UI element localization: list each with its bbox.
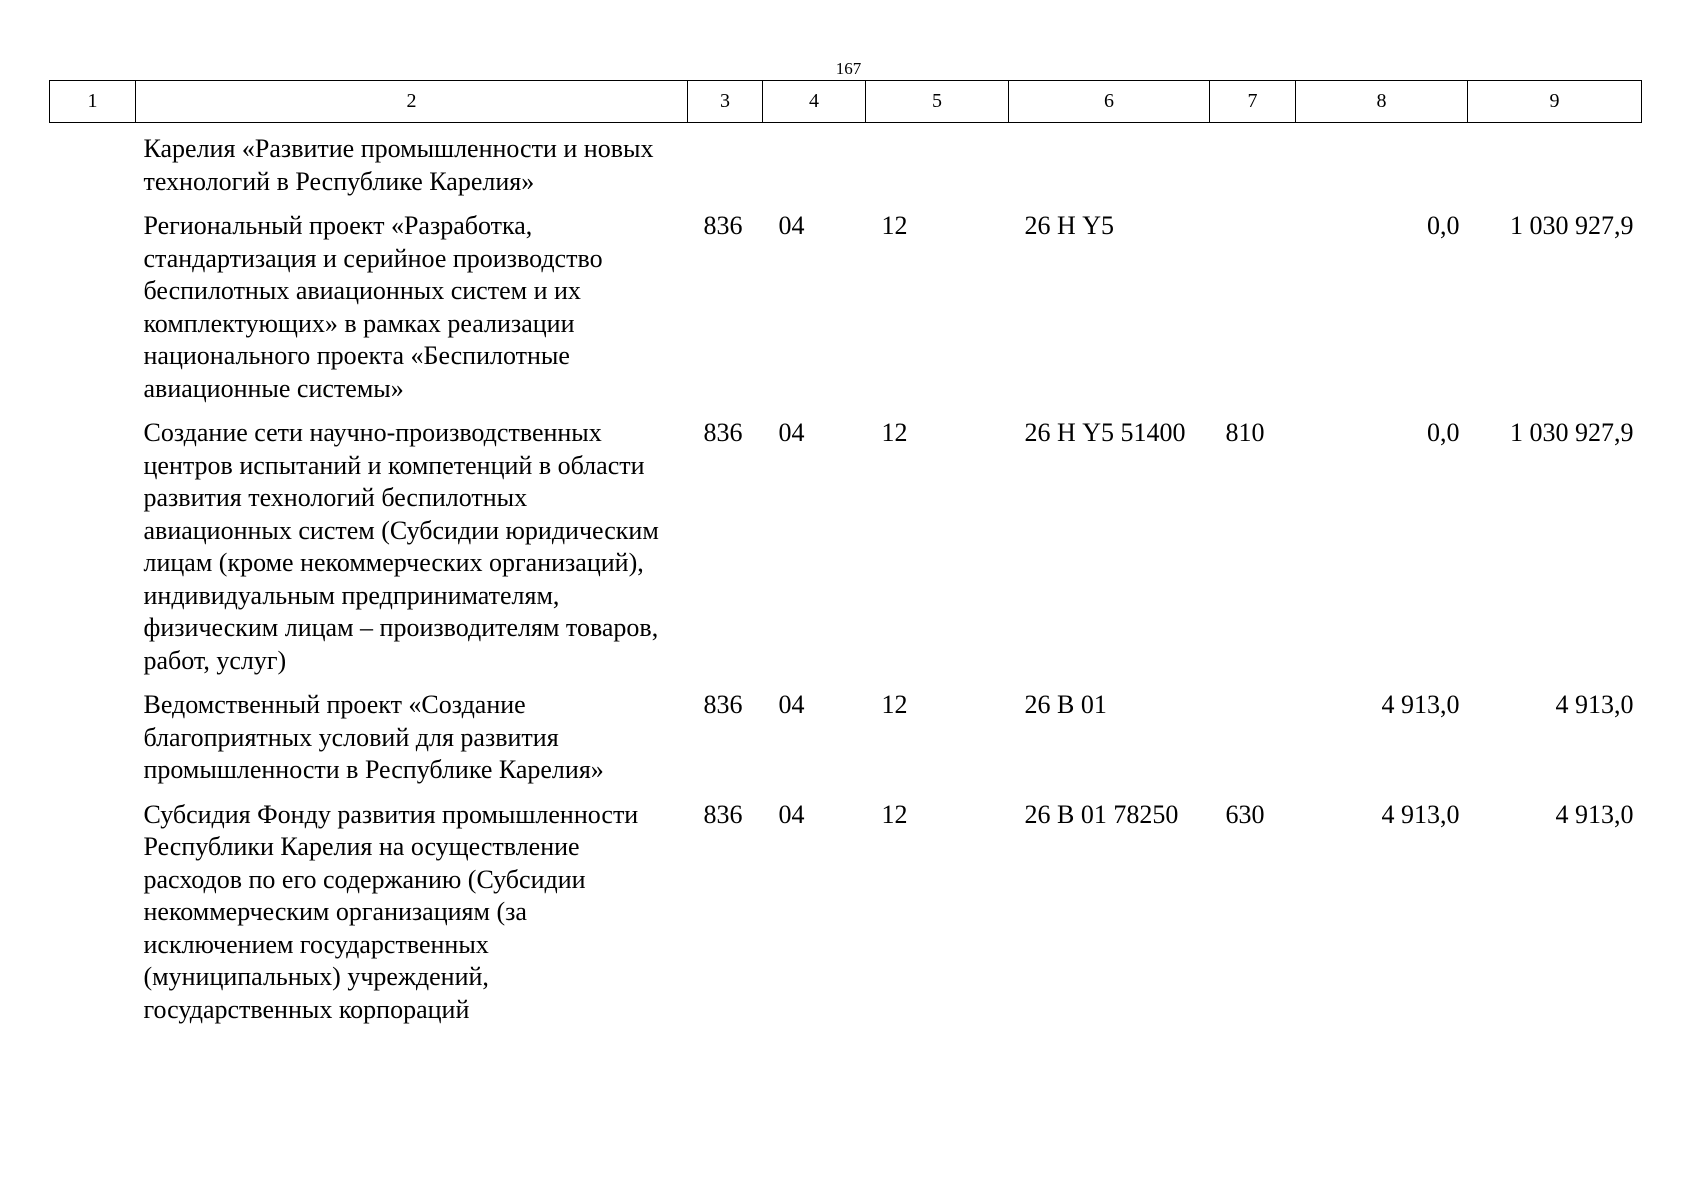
cell-col4: 04: [778, 211, 805, 240]
cell-col1: [50, 677, 136, 787]
cell-col8: 4 913,0: [1381, 799, 1460, 829]
cell-col5: 12: [881, 211, 908, 240]
cell-col7: 810: [1225, 418, 1265, 447]
cell-col6: 26 В 01: [1024, 690, 1107, 719]
cell-col5: 12: [881, 418, 908, 447]
cell-col5: [866, 123, 1009, 199]
cell-col7: [1210, 677, 1296, 787]
cell-col3: 836: [703, 418, 743, 447]
cell-col3: [688, 123, 763, 199]
cell-col8: 0,0: [1427, 418, 1460, 447]
column-header-4: 4: [763, 81, 866, 123]
cell-col4: 04: [778, 799, 805, 829]
cell-col4: 04: [778, 418, 805, 447]
cell-name: Субсидия Фонду развития промышленности Республики Карелия на осуществление расходов по его содержанию (Субсидии некоммерческим организациям (за исключением государственных (муниципальных) учреждений, государственных корпораций: [143, 799, 639, 1024]
cell-col5: 12: [881, 690, 908, 719]
cell-col4: [763, 123, 866, 199]
cell-col7: 630: [1225, 799, 1265, 829]
cell-col4: 04: [778, 690, 805, 719]
cell-col7: [1210, 123, 1296, 199]
cell-col6: 26 Н Y5 51400: [1024, 418, 1186, 447]
cell-name: Карелия «Развитие промышленности и новых технологий в Республике Карелия»: [143, 134, 654, 196]
table-row: [50, 405, 1642, 677]
cell-col9: [1468, 123, 1642, 199]
column-header-8: 8: [1296, 81, 1468, 123]
cell-col9: 4 913,0: [1555, 799, 1634, 829]
cell-col6: 26 Н Y5: [1024, 211, 1115, 240]
cell-col9: 4 913,0: [1555, 690, 1634, 719]
cell-name: Ведомственный проект «Создание благоприятных условий для развития промышленности в Республике Карелия»: [143, 690, 604, 784]
cell-col6: [1009, 123, 1210, 199]
table-row: [50, 198, 1642, 405]
column-header-3: 3: [688, 81, 763, 123]
cell-col3: 836: [703, 211, 743, 240]
cell-col6: 26 В 01 78250: [1024, 799, 1179, 829]
cell-col1: [50, 198, 136, 405]
cell-col5: 12: [881, 799, 908, 829]
column-header-1: 1: [50, 81, 136, 123]
cell-col1: [50, 123, 136, 199]
column-header-5: 5: [866, 81, 1009, 123]
cell-name: Создание сети научно-производственных центров испытаний и компетенций в области развития технологий беспилотных авиационных систем (Субсидии юридическим лицам (кроме некоммерческих организаций), индивидуальным предпринимателям, физическим лицам – производителям товаров, работ, услуг): [143, 418, 659, 675]
cell-col8: 4 913,0: [1381, 690, 1460, 719]
column-header-7: 7: [1210, 81, 1296, 123]
column-header-2: 2: [136, 81, 688, 123]
cell-col1: [50, 405, 136, 677]
cell-col8: 0,0: [1427, 211, 1460, 240]
cell-name: Региональный проект «Разработка, стандартизация и серийное производство беспилотных авиационных систем и их комплектующих» в рамках реализации национального проекта «Беспилотные авиационные системы»: [143, 211, 603, 403]
column-header-9: 9: [1468, 81, 1642, 123]
column-header-6: 6: [1009, 81, 1210, 123]
table-row: [50, 677, 1642, 787]
cell-col8: [1296, 123, 1468, 199]
cell-col1: [50, 787, 136, 1027]
cell-col3: 836: [703, 799, 743, 829]
cell-col9: 1 030 927,9: [1510, 211, 1634, 240]
cell-col9: 1 030 927,9: [1510, 418, 1634, 447]
page-number: 167: [835, 59, 862, 78]
table-header-row: [50, 81, 1642, 123]
table-row: [50, 787, 1642, 1027]
budget-table: [49, 80, 1642, 1026]
cell-col3: 836: [703, 690, 743, 719]
cell-col7: [1210, 198, 1296, 405]
table-row: [50, 123, 1642, 199]
